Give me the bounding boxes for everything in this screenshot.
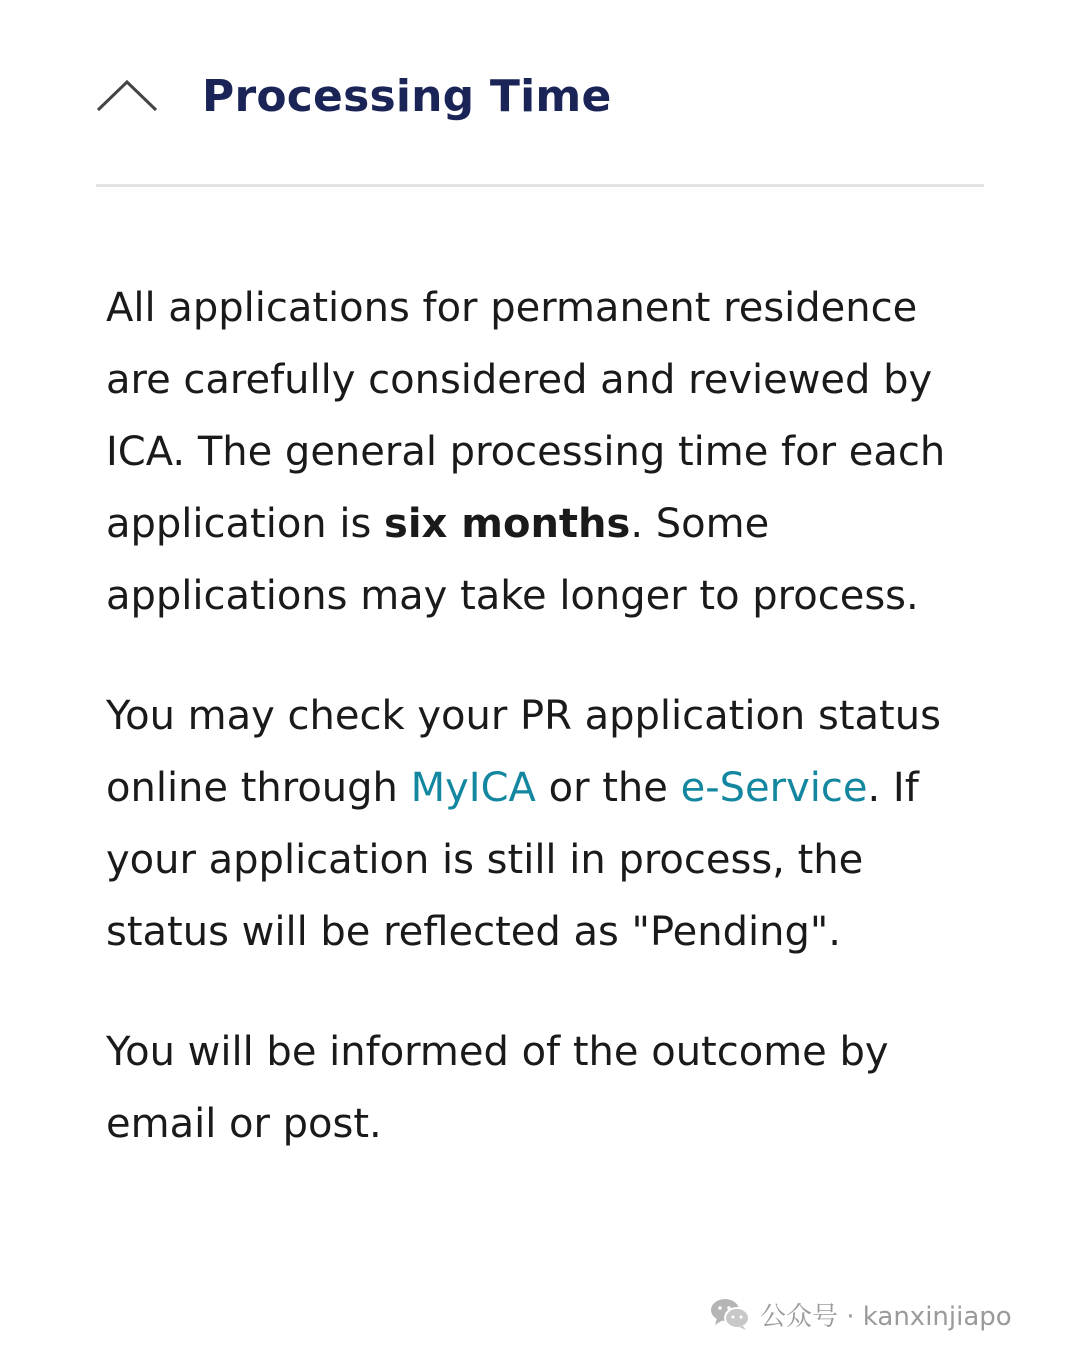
myica-link[interactable]: MyICA: [410, 765, 536, 811]
accordion-header-processing-time[interactable]: [96, 56, 984, 136]
chevron-up-icon[interactable]: [96, 76, 160, 116]
paragraph-text: All applications for permanent residence are carefully considered and reviewed by ICA. The general processing time for each application is: [106, 285, 946, 547]
paragraph-outcome: You will be informed of the outcome by email or post.: [106, 1029, 889, 1147]
e-service-link[interactable]: e-Service: [680, 765, 868, 811]
wechat-icon: [710, 1297, 750, 1331]
paragraph-processing-time: [106, 272, 986, 632]
paragraph-check-status: [106, 680, 986, 968]
paragraph-text: You may check your PR application status online through: [106, 693, 941, 811]
paragraph-text: or the: [535, 765, 681, 811]
emphasis-six-months: six months: [384, 501, 631, 547]
paragraph-text: . If your application is still in process, the status will be reflected as "Pending".: [106, 765, 919, 955]
watermark-text: 公众号 · kanxinjiapo: [760, 1301, 1012, 1332]
paragraph-text: . Some applications may take longer to process.: [106, 501, 919, 619]
section-content: [106, 272, 986, 1160]
divider: [96, 184, 984, 187]
watermark: [710, 1294, 1012, 1334]
section-title: Processing Time: [202, 70, 612, 122]
